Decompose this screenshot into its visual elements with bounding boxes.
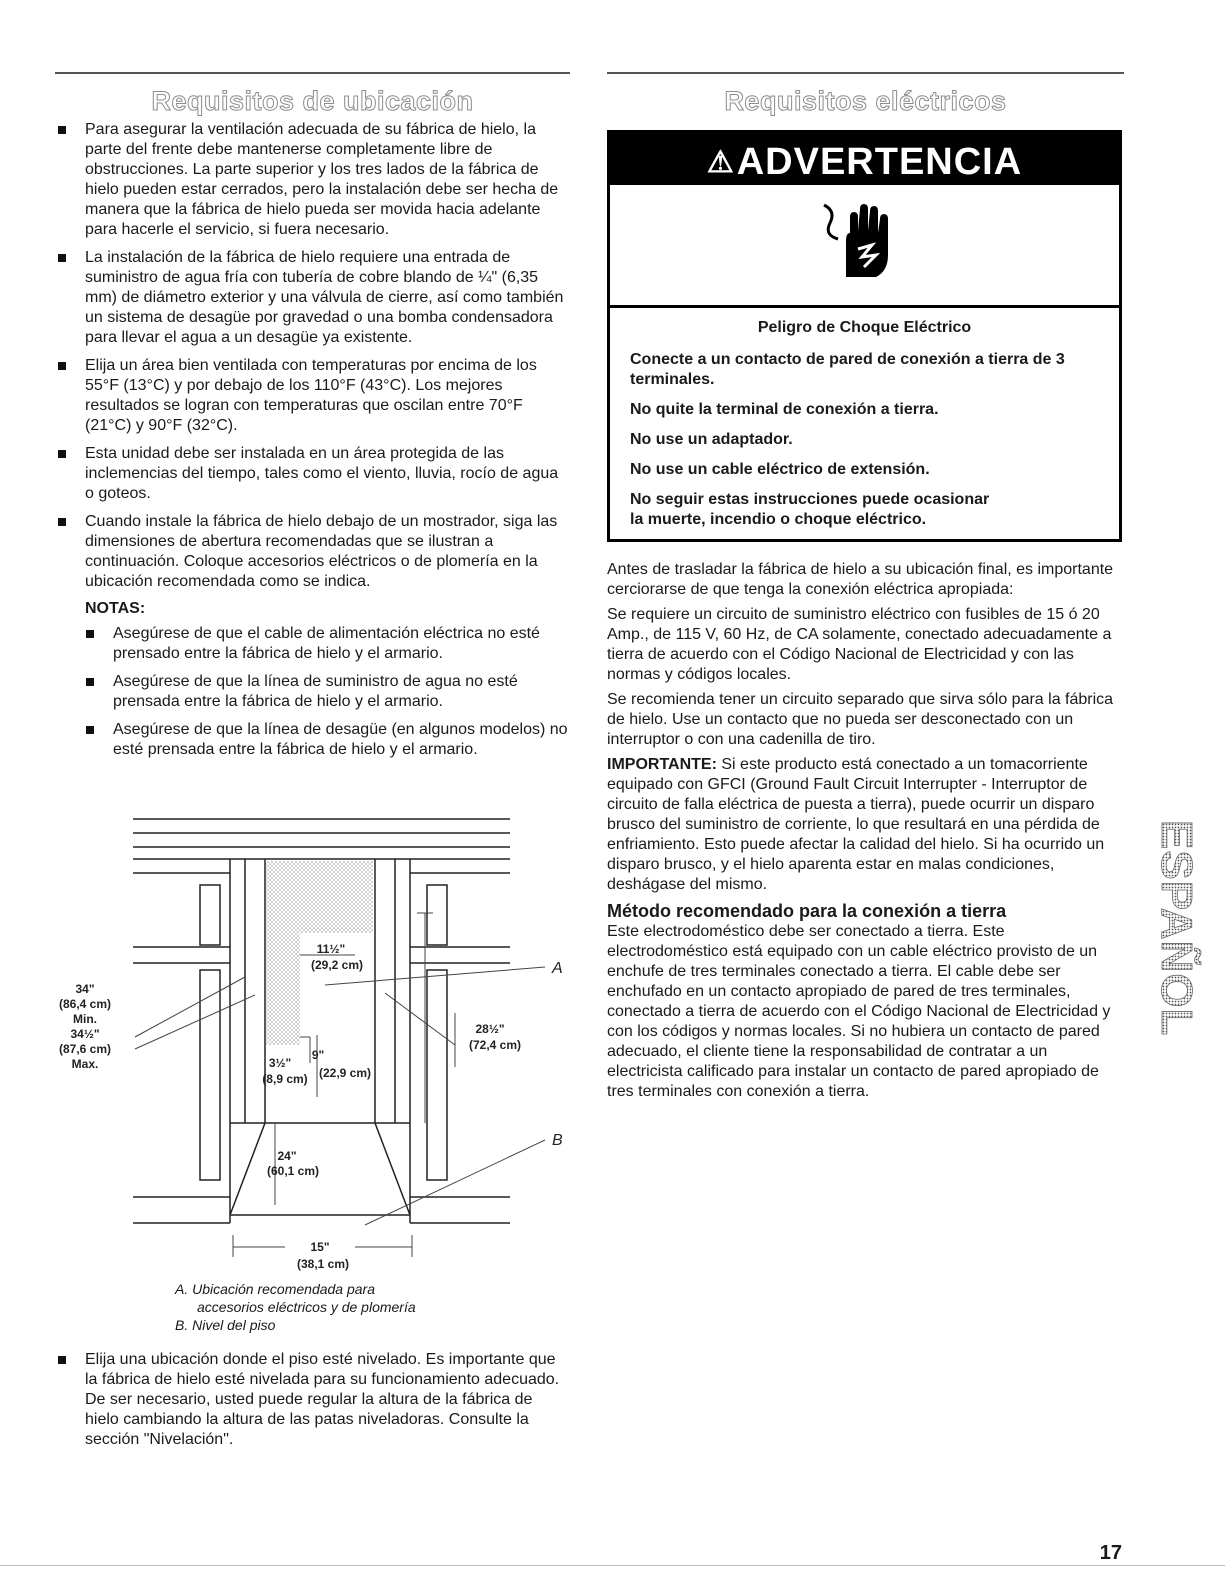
warning-body <box>630 318 1099 530</box>
list-item: Elija un área bien ventilada con temperaturas por encima de los 55°F (13°C) y por debajo de los 110°F (43°C). Los mejores resultados se logran con temperaturas que oscilan entre 70°F (21°C) y 90°F (32°C). <box>57 356 569 436</box>
warning-consequence-2: la muerte, incendio o choque eléctrico. <box>630 511 927 528</box>
grounding-subheading: Método recomendado para la conexión a tierra <box>607 901 1007 921</box>
warning-line: No use un cable eléctrico de extensión. <box>630 461 930 478</box>
width-top-label: 11½" <box>316 942 346 956</box>
separate-circuit: Se recomienda tener un circuito separado que sirva sólo para la fábrica de hielo. Use un contacto que no pueda ser desconectado con un interruptor o con una cadenilla de tiro. <box>607 691 1114 748</box>
depth-mid-label: 9" <box>311 1048 325 1062</box>
height-max-word: Max. <box>71 1057 99 1071</box>
warning-triangle-icon: ⚠ <box>706 146 735 179</box>
warning-line: No use un adaptador. <box>630 431 793 448</box>
location-requirements-list <box>57 120 569 592</box>
left-column <box>57 120 569 768</box>
list-item: Cuando instale la fábrica de hielo debajo de un mostrador, siga las dimensiones de abertura recomendadas que se ilustran a continuación. Coloque accesorios eléctricos o de plomería en la ubicación recomendada como se indica. <box>57 512 569 592</box>
page-number: 17 <box>1099 1542 1122 1564</box>
left-heading: Requisitos de ubicación <box>151 86 474 116</box>
note-item: Asegúrese de que la línea de desagüe (en algunos modelos) no esté prensada entre la fábrica de hielo y el armario. <box>85 720 569 760</box>
right-column <box>607 560 1122 1107</box>
warning-box <box>607 130 1122 542</box>
opening-width-label: 24" <box>277 1149 297 1163</box>
depth-small-label: 3½" <box>268 1056 292 1070</box>
hazard-title: Peligro de Choque Eléctrico <box>757 319 972 336</box>
warning-title-bar <box>610 133 1119 185</box>
notes-list <box>85 624 569 760</box>
list-item: Elija una ubicación donde el piso esté nivelado. Es importante que la fábrica de hielo esté nivelada para su funcionamiento adecuado. De ser necesario, usted puede regular la altura de la fábrica de hielo cambiando la altura de las patas niveladoras. Consulte la sección "Nivelación". <box>57 1350 569 1450</box>
page-bottom-edge <box>0 1565 1225 1566</box>
height-max-cm-label: (87,6 cm) <box>58 1042 112 1056</box>
cabinet-opening-diagram <box>55 805 575 1275</box>
warning-line: No quite la terminal de conexión a tierra. <box>630 401 939 418</box>
circuit-requirement: Se requiere un circuito de suministro eléctrico con fusibles de 15 ó 20 Amp., de 115 V, 60 Hz, de CA solamente, conectado adecuadamente a tierra de acuerdo con el Código Nacional de Electricidad y con las normas y códigos locales. <box>607 606 1112 683</box>
diagram-caption <box>175 1280 416 1334</box>
note-item: Asegúrese de que el cable de alimentación eléctrica no esté prensado entre la fábrica de hielo y el armario. <box>85 624 569 664</box>
depth-right-label: 28½" <box>475 1022 505 1036</box>
left-top-rule <box>55 72 570 74</box>
height-min-label: 34" <box>75 982 95 996</box>
opening-width-cm-label: (60,1 cm) <box>266 1164 320 1178</box>
warning-line: Conecte a un contacto de pared de conexión a tierra de 3 terminales. <box>630 351 1065 388</box>
bottom-width-cm-label: (38,1 cm) <box>296 1257 350 1271</box>
height-min-word: Min. <box>73 1012 97 1026</box>
caption-b: B. Nivel del piso <box>175 1317 276 1333</box>
left-last-bullet <box>57 1350 569 1458</box>
callout-a-label: A <box>552 960 563 977</box>
list-item: La instalación de la fábrica de hielo requiere una entrada de suministro de agua fría con tubería de cobre blando de ¼" (6,35 mm) de diámetro exterior y una válvula de cierre, así como también un sistema de desagüe por gravedad o una bomba condensadora para llevar el agua a un desagüe ya existente. <box>57 248 569 348</box>
list-item: Esta unidad debe ser instalada en un área protegida de las inclemencias del tiempo, tales como el viento, lluvia, rocío de agua o goteos. <box>57 444 569 504</box>
icon-area <box>610 185 1119 308</box>
warning-title: ADVERTENCIA <box>736 141 1023 183</box>
caption-a-line2: accesorios eléctricos y de plomería <box>197 1299 416 1315</box>
list-item: Para asegurar la ventilación adecuada de su fábrica de hielo, la parte del frente debe mantenerse completamente libre de obstrucciones. La parte superior y los tres lados de la fábrica de hielo pueden estar cerrados, pero la instalación debe ser hecha de manera que la fábrica de hielo pueda ser movida hacia adelante para hacerle el servicio, si fuera necesario. <box>57 120 569 240</box>
callout-b-label: B <box>552 1132 563 1149</box>
language-side-tab <box>1140 820 1212 1080</box>
notes-label: NOTAS: <box>85 600 146 617</box>
depth-mid-cm-label: (22,9 cm) <box>318 1066 372 1080</box>
side-tab-text: ESPAÑOL <box>1152 820 1201 1037</box>
bottom-width-label: 15" <box>310 1240 330 1254</box>
important-label: IMPORTANTE: <box>607 756 717 773</box>
important-text: Si este producto está conectado a un tomacorriente equipado con GFCI (Ground Fault Circuit Interrupter - Interruptor de circuito de falla eléctrica de puesta a tierra), puede ocurrir un disparo brusco del suministro de corriente, lo que resultará en una pérdida de enfriamiento. Esto puede afectar la calidad del hielo. Si ha ocurrido un disparo brusco, y el hielo aparenta estar en malas condiciones, deshágase del mismo. <box>607 756 1105 893</box>
warning-consequence-1: No seguir estas instrucciones puede ocasionar <box>630 491 990 508</box>
important-note <box>607 755 1122 895</box>
right-heading: Requisitos eléctricos <box>724 86 1007 116</box>
depth-right-cm-label: (72,4 cm) <box>468 1038 522 1052</box>
depth-small-cm-label: (8,9 cm) <box>262 1072 308 1086</box>
electric-shock-hand-icon <box>820 197 900 287</box>
grounding-text: Este electrodoméstico debe ser conectado a tierra. Este electrodoméstico está equipado con un cable eléctrico provisto de un enchufe de tres terminales conectado a tierra. El cable debe ser enchufado en un contacto apropiado de pared de tres terminales, conectado a tierra de acuerdo con el Código Nacional de Electricidad y con los códigos y normas locales. Si no hubiera un contacto de pared adecuado, el cliente tiene la responsabilidad de contratar a un electricista calificado para instalar un contacto de pared apropiado de tres terminales con conexión a tierra. <box>607 923 1111 1100</box>
electrical-intro: Antes de trasladar la fábrica de hielo a su ubicación final, es importante cerciorarse de que tenga la conexión eléctrica apropiada: <box>607 561 1114 598</box>
note-item: Asegúrese de que la línea de suministro de agua no esté prensada entre la fábrica de hielo y el armario. <box>85 672 569 712</box>
width-top-cm-label: (29,2 cm) <box>310 958 364 972</box>
height-min-cm-label: (86,4 cm) <box>58 997 112 1011</box>
caption-a-line1: A. Ubicación recomendada para <box>175 1281 376 1297</box>
right-top-rule <box>607 72 1124 74</box>
height-max-label: 34½" <box>70 1027 100 1041</box>
